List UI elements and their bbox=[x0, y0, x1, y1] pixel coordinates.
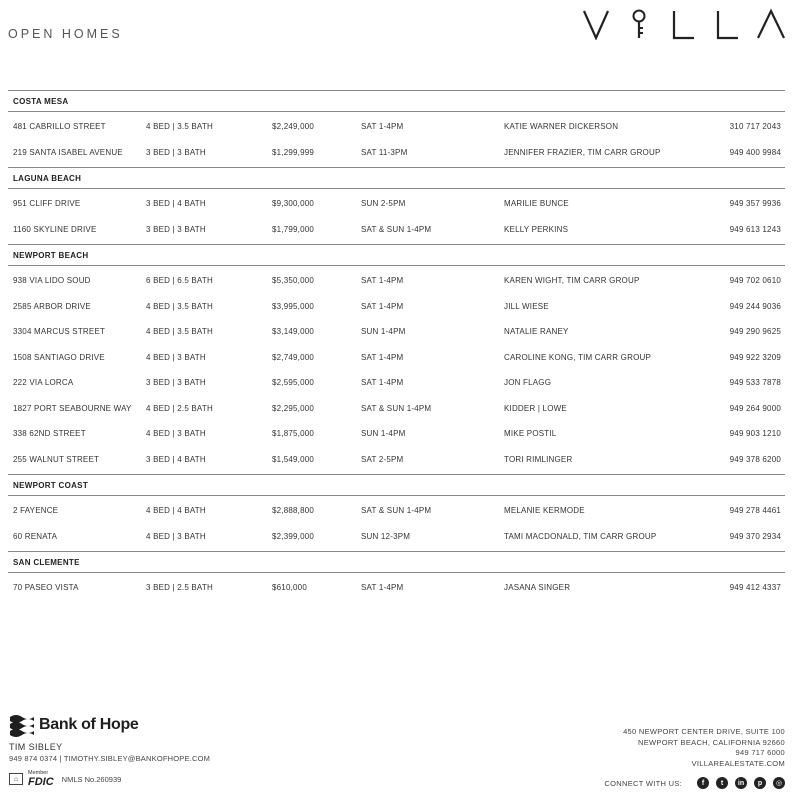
listing-row bbox=[8, 268, 785, 294]
listing-phone: 949 903 1210 bbox=[729, 429, 781, 439]
listing-address: 60 RENATA bbox=[13, 531, 58, 541]
listing-address: 1160 SKYLINE DRIVE bbox=[13, 224, 97, 234]
listing-phone: 949 278 4461 bbox=[729, 506, 781, 516]
region-listings bbox=[8, 496, 785, 551]
listing-row bbox=[8, 345, 785, 371]
listing-address: 2 FAYENCE bbox=[13, 506, 59, 516]
listing-phone: 949 290 9625 bbox=[729, 327, 781, 337]
listing-beds-baths: 3 BED | 3 BATH bbox=[146, 224, 206, 234]
listing-agent: KAREN WIGHT, TIM CARR GROUP bbox=[504, 276, 640, 286]
listing-phone: 949 370 2934 bbox=[729, 531, 781, 541]
listing-price: $2,249,000 bbox=[272, 122, 315, 132]
listing-beds-baths: 3 BED | 2.5 BATH bbox=[146, 583, 213, 593]
listing-beds-baths: 4 BED | 3.5 BATH bbox=[146, 301, 213, 311]
listing-agent: JILL WIESE bbox=[504, 301, 549, 311]
listing-address: 338 62ND STREET bbox=[13, 429, 86, 439]
bank-logo bbox=[9, 712, 210, 738]
listing-price: $3,995,000 bbox=[272, 301, 315, 311]
connect-label: CONNECT WITH US: bbox=[604, 778, 682, 788]
listing-agent: MIKE POSTIL bbox=[504, 429, 557, 439]
contact-name: TIM SIBLEY bbox=[9, 742, 63, 752]
region-listings bbox=[8, 266, 785, 474]
listing-beds-baths: 4 BED | 3.5 BATH bbox=[146, 327, 213, 337]
listing-address: 1508 SANTIAGO DRIVE bbox=[13, 352, 105, 362]
listing-phone: 949 357 9936 bbox=[729, 199, 781, 209]
website-link[interactable]: VILLAREALESTATE.COM bbox=[691, 758, 785, 768]
listing-phone: 949 533 7878 bbox=[729, 378, 781, 388]
listing-beds-baths: 3 BED | 4 BATH bbox=[146, 199, 206, 209]
listing-agent: KATIE WARNER DICKERSON bbox=[504, 122, 619, 132]
listing-price: $9,300,000 bbox=[272, 199, 315, 209]
bank-name: Bank of Hope bbox=[39, 716, 139, 733]
fdic-label: FDIC bbox=[28, 775, 54, 788]
listing-open-time: SAT 1-4PM bbox=[361, 301, 404, 311]
listing-price: $1,549,000 bbox=[272, 454, 315, 464]
listing-row bbox=[8, 498, 785, 524]
listing-open-time: SUN 1-4PM bbox=[361, 429, 406, 439]
listing-open-time: SUN 1-4PM bbox=[361, 327, 406, 337]
listing-open-time: SAT & SUN 1-4PM bbox=[361, 224, 432, 234]
listing-beds-baths: 4 BED | 4 BATH bbox=[146, 506, 206, 516]
address-line-2: NEWPORT BEACH, CALIFORNIA 92660 bbox=[638, 737, 785, 747]
listing-phone: 949 400 9984 bbox=[729, 147, 781, 157]
listing-phone: 949 412 4337 bbox=[729, 583, 781, 593]
listing-row bbox=[8, 191, 785, 217]
listing-price: $2,888,800 bbox=[272, 506, 315, 516]
listing-row bbox=[8, 370, 785, 396]
listing-price: $3,149,000 bbox=[272, 327, 315, 337]
region-listings bbox=[8, 112, 785, 167]
listing-beds-baths: 6 BED | 6.5 BATH bbox=[146, 276, 213, 286]
address-line-1: 450 NEWPORT CENTER DRIVE, SUITE 100 bbox=[623, 727, 785, 736]
listing-price: $610,000 bbox=[272, 583, 307, 593]
pinterest-icon[interactable]: p bbox=[754, 777, 766, 789]
page-title: OPEN HOMES bbox=[8, 27, 123, 41]
listing-open-time: SAT 1-4PM bbox=[361, 583, 404, 593]
listing-agent: JON FLAGG bbox=[504, 378, 552, 388]
listing-agent: KELLY PERKINS bbox=[504, 224, 569, 234]
listing-price: $2,595,000 bbox=[272, 378, 315, 388]
listing-beds-baths: 4 BED | 3 BATH bbox=[146, 429, 206, 439]
listing-open-time: SAT 11-3PM bbox=[361, 147, 408, 157]
listing-row bbox=[8, 217, 785, 243]
listing-address: 222 VIA LORCA bbox=[13, 378, 74, 388]
equal-housing-icon: ⌂ bbox=[9, 773, 23, 785]
listing-open-time: SAT 2-5PM bbox=[361, 454, 404, 464]
listing-price: $2,399,000 bbox=[272, 531, 315, 541]
villa-logo bbox=[582, 8, 787, 40]
listing-agent: CAROLINE KONG, TIM CARR GROUP bbox=[504, 352, 652, 362]
fdic-row bbox=[9, 771, 210, 788]
listing-agent: MARILIE BUNCE bbox=[504, 199, 569, 209]
listing-phone: 949 378 6200 bbox=[729, 454, 781, 464]
listing-price: $1,299,999 bbox=[272, 147, 315, 157]
listing-open-time: SAT 1-4PM bbox=[361, 378, 404, 388]
office-phone: 949 717 6000 bbox=[735, 748, 785, 757]
listing-open-time: SAT & SUN 1-4PM bbox=[361, 506, 432, 516]
listing-address: 219 SANTA ISABEL AVENUE bbox=[13, 147, 123, 157]
listing-phone: 310 717 2043 bbox=[729, 122, 781, 132]
listing-beds-baths: 3 BED | 4 BATH bbox=[146, 454, 206, 464]
listing-row bbox=[8, 140, 785, 166]
listing-phone: 949 264 9000 bbox=[729, 403, 781, 413]
listing-price: $5,350,000 bbox=[272, 276, 315, 286]
listing-address: 2585 ARBOR DRIVE bbox=[13, 301, 91, 311]
listing-agent: TORI RIMLINGER bbox=[504, 454, 573, 464]
listing-open-time: SUN 2-5PM bbox=[361, 199, 406, 209]
fdic-member-label: Member bbox=[28, 770, 49, 776]
listing-address: 951 CLIFF DRIVE bbox=[13, 199, 81, 209]
region-header: SAN CLEMENTE bbox=[8, 551, 785, 573]
bank-of-hope-icon bbox=[9, 713, 35, 737]
listing-price: $2,749,000 bbox=[272, 352, 315, 362]
listing-row bbox=[8, 524, 785, 550]
twitter-icon[interactable]: t bbox=[716, 777, 728, 789]
listing-row bbox=[8, 319, 785, 345]
listing-open-time: SAT 1-4PM bbox=[361, 122, 404, 132]
region-header: LAGUNA BEACH bbox=[8, 167, 785, 189]
listing-open-time: SUN 12-3PM bbox=[361, 531, 411, 541]
listing-address: 3304 MARCUS STREET bbox=[13, 327, 106, 337]
region-header: NEWPORT COAST bbox=[8, 474, 785, 496]
listing-row bbox=[8, 421, 785, 447]
listing-address: 70 PASEO VISTA bbox=[13, 583, 79, 593]
listings-table bbox=[8, 90, 785, 603]
social-links bbox=[604, 777, 785, 789]
listing-agent: NATALIE RANEY bbox=[504, 327, 569, 337]
listing-address: 1827 PORT SEABOURNE WAY bbox=[13, 403, 132, 413]
listing-agent: JASANA SINGER bbox=[504, 583, 571, 593]
instagram-icon[interactable]: ◎ bbox=[773, 777, 785, 789]
listing-agent: JENNIFER FRAZIER, TIM CARR GROUP bbox=[504, 147, 661, 157]
listing-phone: 949 922 3209 bbox=[729, 352, 781, 362]
listing-beds-baths: 4 BED | 3 BATH bbox=[146, 531, 206, 541]
villa-logo-mark bbox=[582, 8, 787, 40]
region-listings bbox=[8, 573, 785, 603]
listing-beds-baths: 4 BED | 3 BATH bbox=[146, 352, 206, 362]
listing-phone: 949 702 0610 bbox=[729, 276, 781, 286]
nmls-number: NMLS No.260939 bbox=[61, 774, 122, 784]
listing-beds-baths: 4 BED | 2.5 BATH bbox=[146, 403, 213, 413]
listing-address: 481 CABRILLO STREET bbox=[13, 122, 106, 132]
listing-price: $1,799,000 bbox=[272, 224, 315, 234]
listing-open-time: SAT & SUN 1-4PM bbox=[361, 403, 432, 413]
listing-agent: KIDDER | LOWE bbox=[504, 403, 567, 413]
listing-price: $2,295,000 bbox=[272, 403, 315, 413]
listing-beds-baths: 4 BED | 3.5 BATH bbox=[146, 122, 213, 132]
listing-open-time: SAT 1-4PM bbox=[361, 276, 404, 286]
listing-phone: 949 244 9036 bbox=[729, 301, 781, 311]
listing-beds-baths: 3 BED | 3 BATH bbox=[146, 378, 206, 388]
listing-beds-baths: 3 BED | 3 BATH bbox=[146, 147, 206, 157]
listing-row bbox=[8, 396, 785, 422]
listing-agent: TAMI MACDONALD, TIM CARR GROUP bbox=[504, 531, 657, 541]
listing-row bbox=[8, 447, 785, 473]
listing-row bbox=[8, 575, 785, 601]
region-header: COSTA MESA bbox=[8, 90, 785, 112]
listing-price: $1,875,000 bbox=[272, 429, 315, 439]
listing-row bbox=[8, 114, 785, 140]
listing-open-time: SAT 1-4PM bbox=[361, 352, 404, 362]
fdic-badge bbox=[28, 771, 54, 788]
listing-row bbox=[8, 294, 785, 320]
contact-phone-email: 949 874 0374 | TIMOTHY.SIBLEY@BANKOFHOPE.COM bbox=[9, 754, 211, 763]
listing-agent: MELANIE KERMODE bbox=[504, 506, 585, 516]
facebook-icon[interactable]: f bbox=[697, 777, 709, 789]
listing-address: 938 VIA LIDO SOUD bbox=[13, 276, 91, 286]
linkedin-icon[interactable]: in bbox=[735, 777, 747, 789]
listing-phone: 949 613 1243 bbox=[729, 224, 781, 234]
bank-contact bbox=[9, 712, 210, 788]
villa-contact bbox=[604, 727, 785, 789]
listing-address: 255 WALNUT STREET bbox=[13, 454, 100, 464]
region-listings bbox=[8, 189, 785, 244]
region-header: NEWPORT BEACH bbox=[8, 244, 785, 266]
